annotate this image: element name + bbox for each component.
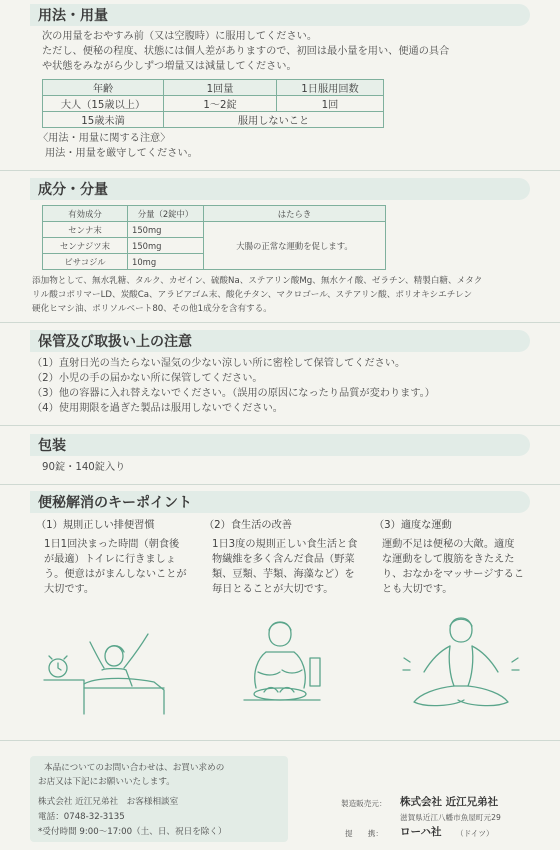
usage-notes-text: 用法・用量を厳守してください。 bbox=[45, 148, 198, 159]
divider bbox=[0, 484, 560, 485]
table-row bbox=[43, 112, 384, 128]
exercise-illustration bbox=[400, 610, 522, 720]
storage-section-band bbox=[30, 330, 530, 352]
seller-address: 滋賀県近江八幡市魚屋町元29 bbox=[400, 813, 501, 822]
seller-label: 製造販売元： bbox=[341, 799, 387, 808]
tip-3 bbox=[374, 519, 524, 597]
waking-up-illustration bbox=[36, 606, 186, 716]
table-row bbox=[43, 80, 384, 96]
tip-1 bbox=[36, 519, 188, 597]
contact-hours: *受付時間 9:00〜17:00（土、日、祝日を除く） bbox=[38, 827, 227, 837]
table-header-cell: 1回量 bbox=[164, 80, 277, 96]
table-cell: 15歳未満 bbox=[43, 112, 164, 128]
table-cell: 1〜2錠 bbox=[164, 96, 277, 112]
tip-2 bbox=[204, 519, 360, 597]
storage-item-1: （1）直射日光の当たらない湿気の少ない涼しい所に密栓して保管してください。 bbox=[32, 358, 406, 369]
tip-1-title: （1）規則正しい排便習慣 bbox=[36, 520, 155, 531]
table-row bbox=[43, 206, 386, 222]
tip-3-body: 運動不足は便秘の大敵。適度な運動をして腹筋をきたえたり、おなかをマッサージすることも大切です。 bbox=[382, 539, 525, 595]
table-cell: 大人（15歳以上） bbox=[43, 96, 164, 112]
contact-phone: 電話：0748-32-3135 bbox=[38, 812, 125, 822]
usage-line-2: ただし、便秘の程度、状態には個人差がありますので、初回は最小量を用い、便通の具合 bbox=[42, 46, 450, 57]
additives-line-3: 硬化ヒマシ油、ポリソルベート80、その他1成分を含有する。 bbox=[32, 304, 272, 314]
table-cell: 150mg bbox=[128, 238, 204, 254]
table-cell: 150mg bbox=[128, 222, 204, 238]
table-header-cell: 有効成分 bbox=[43, 206, 128, 222]
usage-line-3: や状態をみながら少しずつ増量又は減量してください。 bbox=[42, 61, 297, 72]
tip-3-title: （3）適度な運動 bbox=[374, 520, 452, 531]
usage-notes-title: 〈用法・用量に関する注意〉 bbox=[38, 133, 171, 144]
tip-1-body: 1日1回決まった時間（朝食後が最適）トイレに行きましょう。便意はがまんしないことが大切です。 bbox=[44, 539, 187, 595]
package-section-band bbox=[30, 434, 530, 456]
package-text: 90錠・140錠入り bbox=[42, 462, 126, 473]
partner-country: （ドイツ） bbox=[456, 829, 494, 838]
table-row bbox=[43, 96, 384, 112]
table-row bbox=[43, 222, 386, 238]
tips-section-band bbox=[30, 491, 530, 513]
glass-icon bbox=[310, 658, 320, 686]
seller-name: 株式会社 近江兄弟社 bbox=[400, 796, 499, 808]
ingredients-table bbox=[42, 205, 386, 270]
table-cell: 服用しないこと bbox=[164, 112, 384, 128]
divider bbox=[0, 170, 560, 171]
package-heading: 包装 bbox=[38, 438, 66, 454]
meal-illustration bbox=[222, 612, 342, 718]
storage-heading: 保管及び取扱い上の注意 bbox=[38, 334, 192, 350]
contact-box bbox=[30, 756, 288, 842]
contact-company: 株式会社 近江兄弟社 お客様相談室 bbox=[38, 797, 179, 807]
table-cell: 1回 bbox=[277, 96, 384, 112]
usage-line-1: 次の用量をおやすみ前（又は空腹時）に服用してください。 bbox=[42, 31, 318, 42]
tips-heading: 便秘解消のキーポイント bbox=[38, 495, 192, 511]
storage-item-4: （4）使用期限を過ぎた製品は服用しないでください。 bbox=[32, 403, 283, 414]
contact-intro-line-2: お店又は下記にお願いいたします。 bbox=[38, 777, 175, 787]
additives-line-2: リル酸コポリマーLD、炭酸Ca、アラビアゴム末、酸化チタン、マクロゴール、ステアリン酸、ポリオキシエチレン bbox=[32, 290, 473, 300]
table-cell: 10mg bbox=[128, 254, 204, 270]
table-header-cell: 年齢 bbox=[43, 80, 164, 96]
table-cell: センナジツ末 bbox=[43, 238, 128, 254]
divider bbox=[0, 322, 560, 323]
partner-name: ローハ社 bbox=[400, 826, 442, 838]
table-header-cell: 分量（2錠中） bbox=[128, 206, 204, 222]
storage-item-3: （3）他の容器に入れ替えないでください。（誤用の原因になったり品質が変わります。） bbox=[32, 388, 435, 399]
dosage-table bbox=[42, 79, 384, 128]
tip-2-title: （2）食生活の改善 bbox=[204, 520, 292, 531]
divider bbox=[0, 740, 560, 741]
ingredients-section-band bbox=[30, 178, 530, 200]
tip-2-body: 1日3度の規則正しい食生活と食物繊維を多く含んだ食品（野菜類、豆類、芋類、海藻など）を毎日とることが大切です。 bbox=[212, 539, 358, 595]
table-cell: ビサコジル bbox=[43, 254, 128, 270]
storage-item-2: （2）小児の手の届かない所に保管してください。 bbox=[32, 373, 263, 384]
partner-label: 提 携： bbox=[345, 829, 383, 838]
ingredients-heading: 成分・分量 bbox=[38, 182, 108, 198]
table-header-cell: はたらき bbox=[204, 206, 386, 222]
table-cell: センナ末 bbox=[43, 222, 128, 238]
contact-intro-line-1: 本品についてのお問い合わせは、お買い求めの bbox=[44, 763, 225, 773]
table-header-cell: 1日服用回数 bbox=[277, 80, 384, 96]
usage-heading: 用法・用量 bbox=[38, 8, 108, 24]
table-cell: 大腸の正常な運動を促します。 bbox=[204, 222, 386, 270]
divider bbox=[0, 425, 560, 426]
additives-line-1: 添加物として、無水乳糖、タルク、カゼイン、硫酸Na、ステアリン酸Mg、無水ケイ酸、ゼラチン、精製白糖、メタク bbox=[32, 276, 483, 286]
usage-section-band bbox=[30, 4, 530, 26]
